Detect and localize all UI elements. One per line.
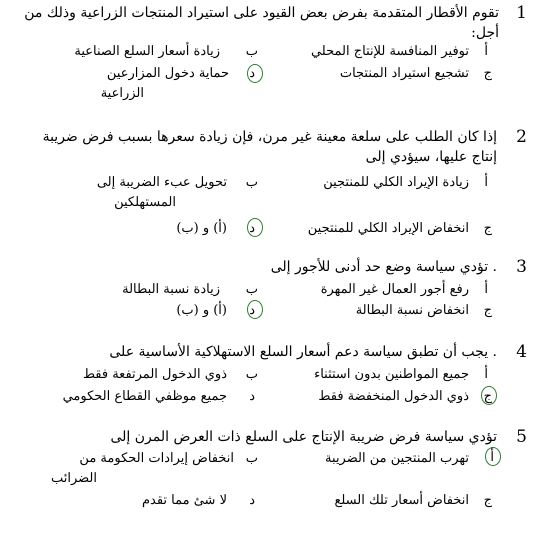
- question-number: 5: [516, 427, 527, 447]
- option-letter-d: د: [249, 389, 255, 404]
- option-letter-b: ب: [245, 282, 258, 297]
- option-letter-d[interactable]: د: [249, 221, 255, 236]
- question-number: 2: [516, 127, 527, 147]
- option-a-text[interactable]: تهرب المنتجين من الضريبة: [325, 451, 469, 466]
- option-a-text[interactable]: توفير المنافسة للإنتاج المحلي: [310, 44, 469, 59]
- question-text-line-1: . يجب أن تطبق سياسة دعم أسعار السلع الاستهلاكية الأساسية على: [109, 344, 497, 360]
- question-number: 4: [516, 342, 527, 362]
- option-letter-b: ب: [245, 367, 258, 382]
- option-d-text[interactable]: (أ) و (ب): [176, 303, 227, 318]
- option-b-text[interactable]: زيادة نسبة البطالة: [122, 282, 220, 297]
- option-c-text[interactable]: ذوي الدخول المنخفضة فقط: [318, 389, 469, 404]
- option-c-text[interactable]: انخفاض نسبة البطالة: [355, 303, 469, 318]
- option-d-text-line-2[interactable]: الزراعية: [100, 86, 144, 101]
- option-a-text[interactable]: جميع المواطنين بدون استثناء: [314, 367, 469, 382]
- question-text-line-2: إنتاج عليها، سيؤدي إلى: [365, 149, 497, 165]
- option-b-text-line-1[interactable]: انخفاض إيرادات الحكومة من: [79, 451, 234, 466]
- question-text-line-1: . تؤدي سياسة وضع حد أدنى للأجور إلى: [270, 259, 497, 275]
- option-letter-a: أ: [484, 282, 488, 297]
- option-letter-a: أ: [484, 175, 488, 190]
- option-b-text[interactable]: ذوي الدخول المرتفعة فقط: [82, 367, 227, 382]
- option-letter-c: ج: [483, 493, 492, 508]
- option-c-text[interactable]: تشجيع استيراد المنتجات: [339, 66, 469, 81]
- option-c-text[interactable]: انخفاض الإيراد الكلي للمنتجين: [307, 221, 469, 236]
- option-letter-a[interactable]: أ: [490, 450, 494, 465]
- option-d-text[interactable]: لا شئ مما تقدم: [141, 493, 227, 508]
- option-d-text-line-1[interactable]: حماية دخول المزارعين: [106, 66, 229, 81]
- option-letter-b: ب: [245, 175, 258, 190]
- option-letter-c: ج: [483, 66, 492, 81]
- question-text-line-1: تؤدي سياسة فرض ضريبة الإنتاج على السلع ذات العرض المرن إلى: [110, 429, 497, 445]
- option-b-text-line-2[interactable]: المستهلكين: [114, 195, 176, 210]
- question-text-line-1: تقوم الأقطار المتقدمة بفرض بعض القيود على استيراد المنتجات الزراعية وذلك من: [24, 5, 499, 21]
- option-a-text[interactable]: زيادة الإيراد الكلي للمنتجين: [323, 175, 469, 190]
- option-letter-d[interactable]: د: [249, 303, 255, 318]
- option-a-text[interactable]: رفع أجور العمال غير المهرة: [320, 282, 469, 297]
- option-letter-d: د: [249, 493, 255, 508]
- option-b-text-line-2[interactable]: الضرائب: [50, 471, 97, 486]
- option-letter-c: ج: [483, 303, 492, 318]
- question-text-line-2: أجل:: [471, 25, 499, 41]
- option-letter-b: ب: [245, 44, 258, 59]
- option-letter-b: ب: [245, 451, 258, 466]
- option-d-text[interactable]: جميع موظفي القطاع الحكومي: [62, 389, 227, 404]
- option-letter-d[interactable]: د: [249, 66, 255, 81]
- question-number: 3: [516, 257, 527, 277]
- option-letter-c[interactable]: ج: [483, 389, 492, 404]
- question-number: 1: [516, 3, 527, 23]
- option-d-text[interactable]: (أ) و (ب): [176, 221, 227, 236]
- option-c-text[interactable]: انخفاض أسعار تلك السلع: [334, 493, 469, 508]
- option-b-text-line-1[interactable]: تحويل عبء الضريبة إلى: [96, 175, 227, 190]
- option-letter-a: أ: [484, 44, 488, 59]
- option-letter-c: ج: [483, 221, 492, 236]
- option-letter-a: أ: [484, 367, 488, 382]
- option-b-text[interactable]: زيادة أسعار السلع الصناعية: [74, 44, 220, 59]
- question-text-line-1: إذا كان الطلب على سلعة معينة غير مرن، فإن زيادة سعرها بسبب فرض ضريبة: [42, 129, 497, 145]
